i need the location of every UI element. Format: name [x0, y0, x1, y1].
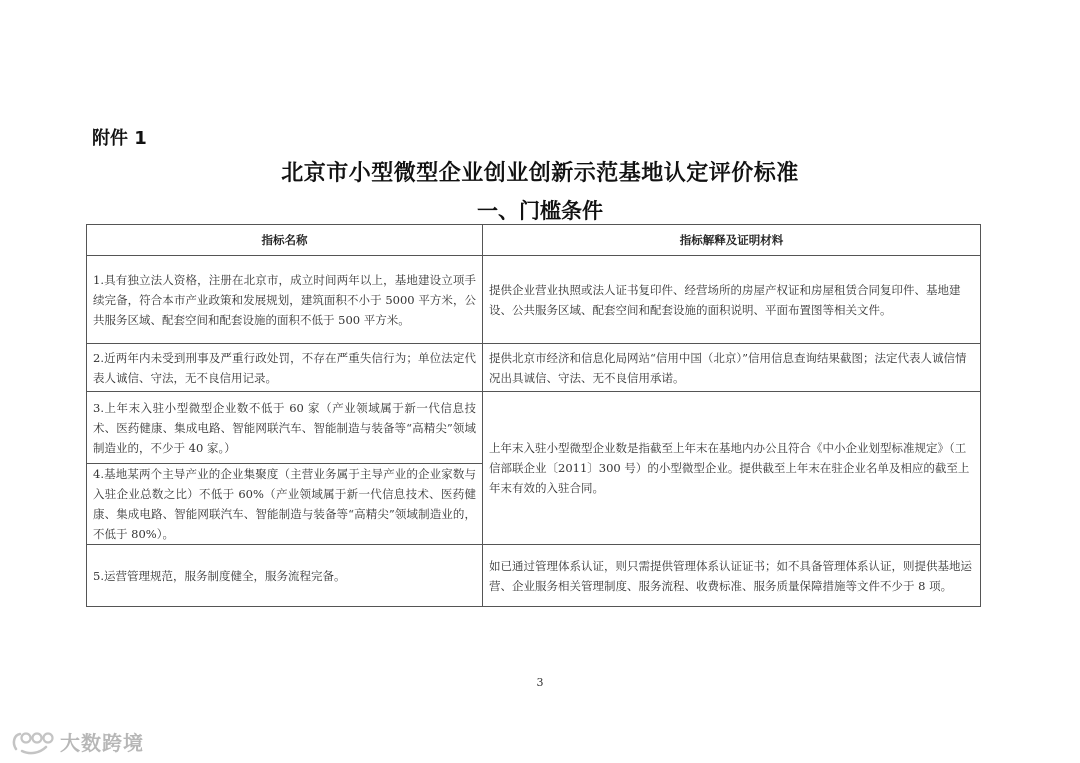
evidence-cell: 提供企业营业执照或法人证书复印件、经营场所的房屋产权证和房屋租赁合同复印件、基地建设、公共服务区域、配套空间和配套设施的面积说明、平面布置图等相关文件。 [483, 256, 981, 344]
indicator-name-cell: 1.具有独立法人资格，注册在北京市，成立时间两年以上，基地建设立项手续完备，符合本市产业政策和发展规划，建筑面积不小于 5000 平方米，公共服务区域、配套空间和配套设施的面积不低于 500 平方米。 [87, 256, 483, 344]
column-header-evidence: 指标解释及证明材料 [483, 225, 981, 256]
evidence-cell: 提供北京市经济和信息化局网站“信用中国（北京）”信用信息查询结果截图；法定代表人诚信情况出具诚信、守法、无不良信用承诺。 [483, 344, 981, 392]
indicator-name-cell: 2.近两年内未受到刑事及严重行政处罚，不存在严重失信行为；单位法定代表人诚信、守法，无不良信用记录。 [87, 344, 483, 392]
table-row [87, 344, 981, 392]
indicator-name-cell: 5.运营管理规范，服务制度健全，服务流程完备。 [87, 545, 483, 607]
brand-logo-icon [10, 729, 54, 755]
table-row [87, 392, 981, 464]
watermark-text: 大数跨境 [60, 731, 144, 755]
attachment-label: 附件 1 [92, 128, 147, 149]
document-title: 北京市小型微型企业创业创新示范基地认定评价标准 [281, 161, 799, 186]
watermark [10, 727, 144, 756]
indicator-name-cell: 3.上年末入驻小型微型企业数不低于 60 家（产业领域属于新一代信息技术、医药健康、集成电路、智能网联汽车、智能制造与装备等“高精尖”领域制造业的，不少于 40 家。） [87, 392, 483, 464]
section-title: 一、门槛条件 [477, 199, 603, 223]
indicator-name-cell: 4.基地某两个主导产业的企业集聚度（主营业务属于主导产业的企业家数与入驻企业总数之比）不低于 60%（产业领域属于新一代信息技术、医药健康、集成电路、智能网联汽车、智能制造与装备等“高精尖”领域制造业的，不低于 80%）。 [87, 464, 483, 545]
table-header-row [87, 225, 981, 256]
page-number: 3 [536, 676, 544, 689]
table-row [87, 545, 981, 607]
evidence-cell-merged: 上年末入驻小型微型企业数是指截至上年末在基地内办公且符合《中小企业划型标准规定》（工信部联企业〔2011〕300 号）的小型微型企业。提供截至上年末在驻企业名单及相应的截至上年末有效的入驻合同。 [483, 392, 981, 545]
column-header-indicator-name: 指标名称 [87, 225, 483, 256]
criteria-table [86, 224, 981, 607]
table-row [87, 256, 981, 344]
evidence-cell: 如已通过管理体系认证，则只需提供管理体系认证证书；如不具备管理体系认证，则提供基地运营、企业服务相关管理制度、服务流程、收费标准、服务质量保障措施等文件不少于 8 项。 [483, 545, 981, 607]
